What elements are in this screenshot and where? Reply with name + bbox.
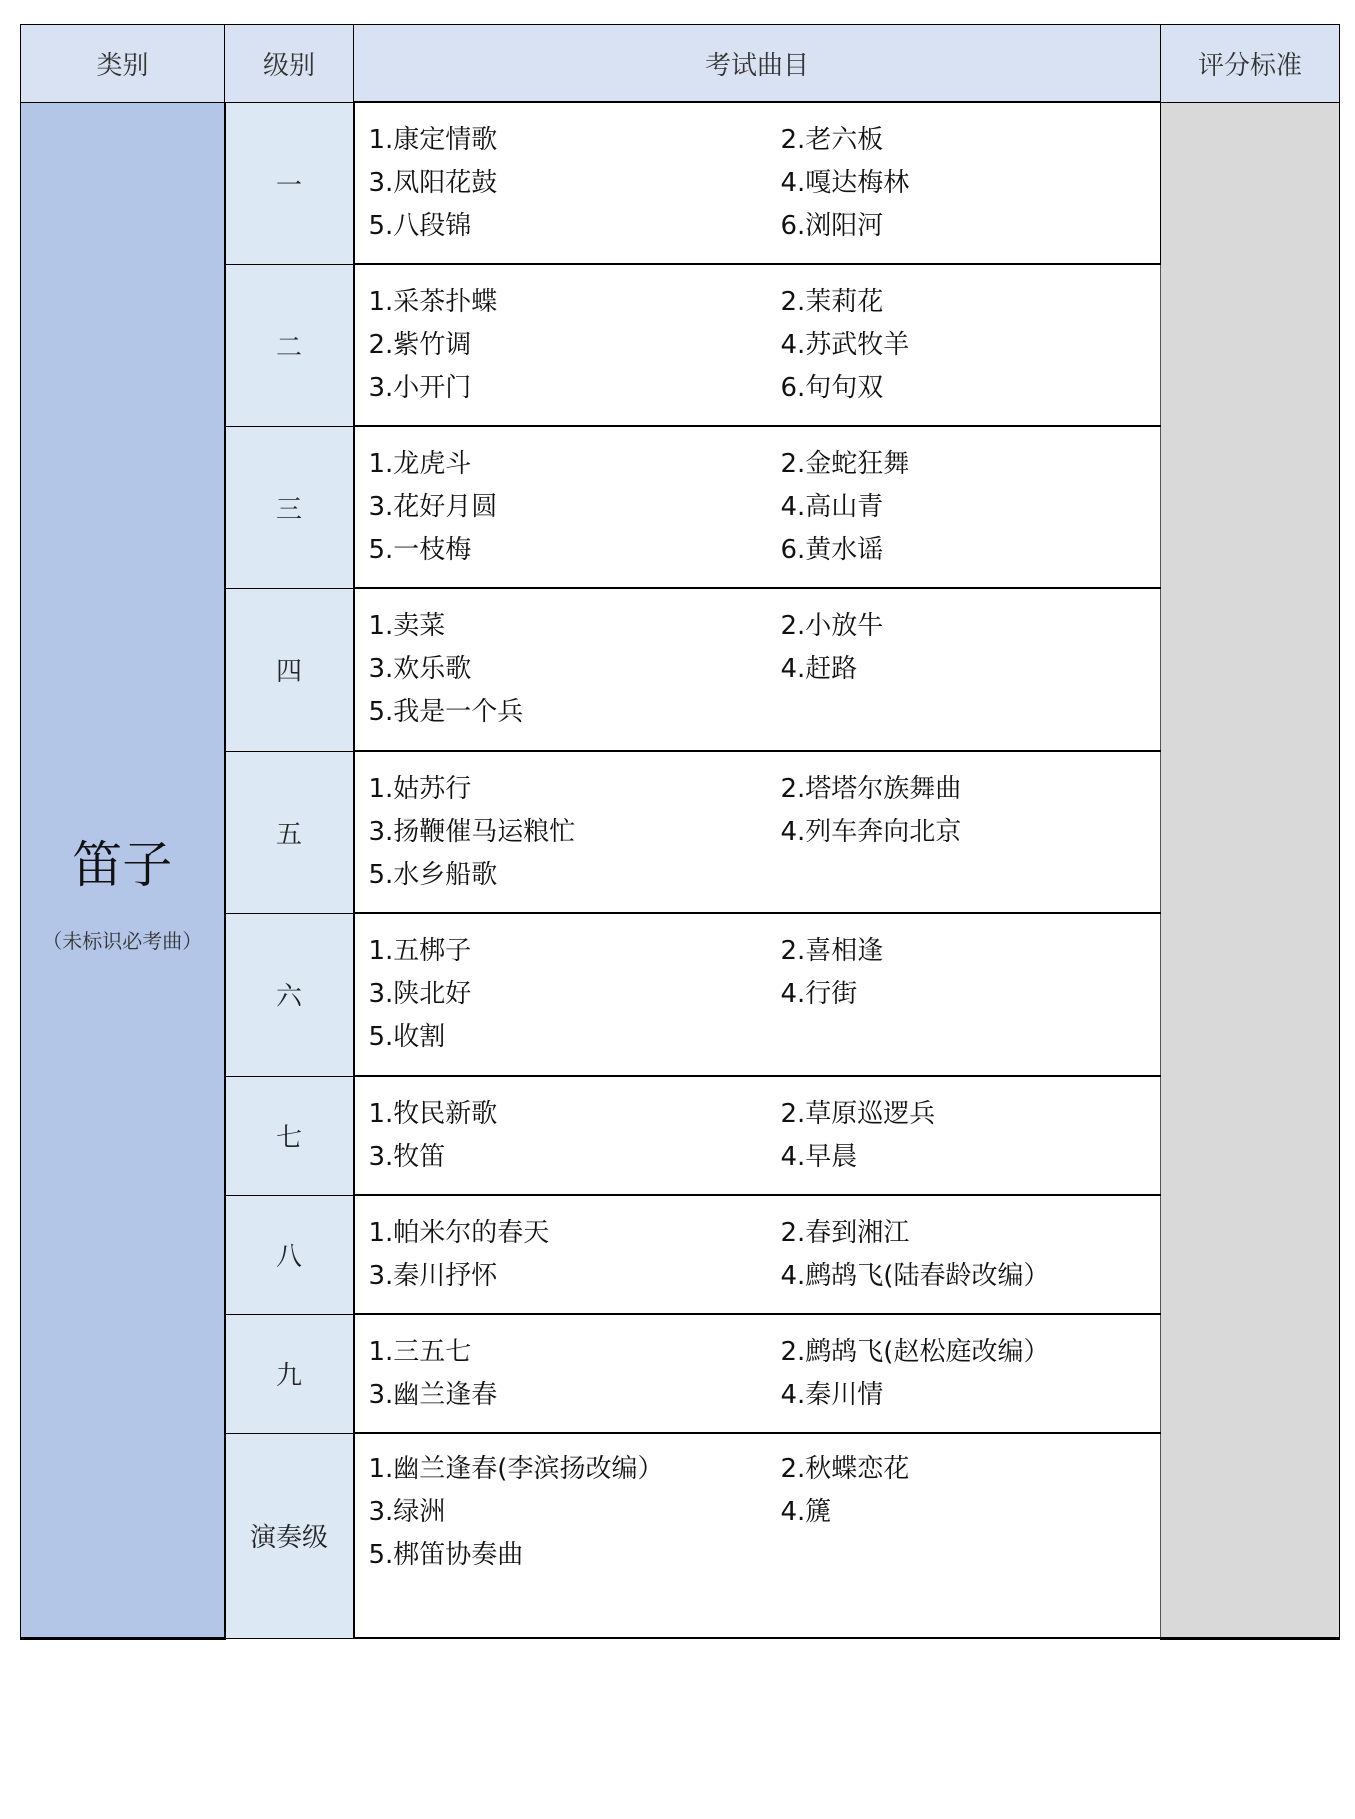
piece-item: 2.茉莉花 bbox=[780, 286, 884, 317]
left-pieces-column bbox=[369, 1448, 781, 1577]
piece-item: 2.草原巡逻兵 bbox=[780, 1098, 936, 1129]
piece-item: 1.五梆子 bbox=[368, 936, 472, 966]
level-cell: 三 bbox=[225, 426, 354, 588]
left-pieces-column bbox=[369, 768, 781, 897]
piece-item: 1.龙虎斗 bbox=[368, 448, 472, 479]
level-cell: 五 bbox=[225, 751, 354, 913]
left-pieces-column bbox=[369, 1212, 781, 1298]
piece-item: 6.浏阳河 bbox=[780, 210, 884, 241]
right-pieces-column bbox=[781, 768, 1161, 897]
piece-item: 4.行街 bbox=[780, 979, 858, 1009]
piece-item: 1.三五七 bbox=[368, 1336, 472, 1367]
left-pieces-column bbox=[369, 605, 781, 734]
right-pieces-column bbox=[781, 119, 1161, 248]
piece-item: 2.金蛇狂舞 bbox=[780, 448, 910, 479]
left-pieces-column bbox=[369, 119, 781, 248]
right-pieces-column bbox=[781, 1093, 1161, 1179]
pieces-cell bbox=[354, 1314, 1161, 1433]
right-pieces-column bbox=[781, 1448, 1161, 1577]
left-pieces-column bbox=[369, 281, 781, 410]
level-cell: 七 bbox=[225, 1076, 354, 1195]
left-pieces-column bbox=[369, 930, 781, 1059]
piece-item: 3.花好月圆 bbox=[368, 491, 498, 522]
piece-item: 2.喜相逢 bbox=[780, 936, 884, 966]
level-cell: 二 bbox=[225, 264, 354, 426]
piece-item: 3.小开门 bbox=[368, 372, 472, 403]
level-cell: 八 bbox=[225, 1195, 354, 1314]
piece-item: 1.采茶扑蝶 bbox=[368, 286, 498, 317]
piece-item: 6.句句双 bbox=[780, 372, 884, 403]
category-note: （未标识必考曲） bbox=[42, 929, 203, 953]
piece-item: 1.牧民新歌 bbox=[368, 1098, 498, 1129]
piece-item: 4.高山青 bbox=[780, 491, 884, 522]
category-name: 笛子 bbox=[72, 836, 173, 894]
right-pieces-column bbox=[781, 281, 1161, 410]
piece-item: 3.秦川抒怀 bbox=[368, 1260, 498, 1291]
header-pieces: 考试曲目 bbox=[354, 25, 1161, 103]
pieces-cell bbox=[354, 426, 1161, 588]
piece-item: 4.秦川情 bbox=[780, 1379, 884, 1410]
piece-item: 2.小放牛 bbox=[780, 611, 884, 641]
piece-item bbox=[781, 854, 1161, 897]
piece-item: 2.老六板 bbox=[780, 124, 884, 155]
pieces-cell bbox=[354, 1433, 1161, 1638]
level-cell: 演奏级 bbox=[225, 1433, 354, 1638]
piece-item: 2.秋蝶恋花 bbox=[780, 1454, 910, 1484]
category-cell bbox=[21, 102, 225, 1638]
exam-repertoire-table bbox=[20, 24, 1340, 1640]
pieces-cell bbox=[354, 264, 1161, 426]
piece-item: 3.欢乐歌 bbox=[368, 654, 472, 684]
piece-item: 5.水乡船歌 bbox=[368, 859, 498, 890]
right-pieces-column bbox=[781, 930, 1161, 1059]
header-category: 类别 bbox=[21, 25, 225, 103]
pieces-cell bbox=[354, 588, 1161, 751]
level-cell: 九 bbox=[225, 1314, 354, 1433]
piece-item: 4.列车奔向北京 bbox=[780, 816, 962, 847]
piece-item: 5.收割 bbox=[368, 1022, 446, 1052]
piece-item: 3.幽兰逢春 bbox=[368, 1379, 498, 1410]
piece-item: 4.赶路 bbox=[780, 654, 858, 684]
piece-item: 2.塔塔尔族舞曲 bbox=[780, 773, 962, 804]
pieces-cell bbox=[354, 1195, 1161, 1314]
piece-item: 1.帕米尔的春天 bbox=[368, 1217, 550, 1248]
piece-item: 2.鹧鸪飞(赵松庭改编） bbox=[780, 1336, 1050, 1367]
piece-item: 3.牧笛 bbox=[368, 1141, 446, 1172]
piece-item: 3.绿洲 bbox=[368, 1497, 446, 1527]
pieces-cell bbox=[354, 1076, 1161, 1195]
pieces-cell bbox=[354, 102, 1161, 264]
piece-item: 4.鹧鸪飞(陆春龄改编） bbox=[780, 1260, 1050, 1291]
piece-item: 5.一枝梅 bbox=[368, 534, 472, 565]
level-row bbox=[21, 102, 1340, 264]
piece-item: 5.我是一个兵 bbox=[368, 697, 524, 727]
right-pieces-column bbox=[781, 443, 1161, 572]
score-cell bbox=[1161, 102, 1340, 1638]
piece-item: 3.凤阳花鼓 bbox=[368, 167, 498, 198]
piece-item bbox=[781, 1016, 1161, 1059]
piece-item: 4.苏武牧羊 bbox=[780, 329, 910, 360]
piece-item: 4.篪 bbox=[780, 1497, 832, 1527]
right-pieces-column bbox=[781, 1212, 1161, 1298]
left-pieces-column bbox=[369, 1093, 781, 1179]
piece-item bbox=[781, 691, 1161, 734]
piece-item bbox=[781, 1534, 1161, 1577]
header-level: 级别 bbox=[225, 25, 354, 103]
level-cell: 六 bbox=[225, 913, 354, 1076]
right-pieces-column bbox=[781, 1331, 1161, 1417]
pieces-cell bbox=[354, 751, 1161, 913]
left-pieces-column bbox=[369, 443, 781, 572]
piece-item: 1.卖菜 bbox=[368, 611, 446, 641]
piece-item: 4.早晨 bbox=[780, 1141, 858, 1172]
header-row bbox=[21, 25, 1340, 103]
header-score: 评分标准 bbox=[1161, 25, 1340, 103]
right-pieces-column bbox=[781, 605, 1161, 734]
piece-item: 1.康定情歌 bbox=[368, 124, 498, 155]
piece-item: 1.幽兰逢春(李滨扬改编） bbox=[368, 1454, 664, 1484]
level-cell: 一 bbox=[225, 102, 354, 264]
piece-item: 2.紫竹调 bbox=[368, 329, 472, 360]
pieces-cell bbox=[354, 913, 1161, 1076]
piece-item: 2.春到湘江 bbox=[780, 1217, 910, 1248]
piece-item: 3.陕北好 bbox=[368, 979, 472, 1009]
piece-item: 3.扬鞭催马运粮忙 bbox=[368, 816, 576, 847]
piece-item: 6.黄水谣 bbox=[780, 534, 884, 565]
piece-item: 5.八段锦 bbox=[368, 210, 472, 241]
piece-item: 5.梆笛协奏曲 bbox=[368, 1540, 524, 1570]
piece-item: 4.嘎达梅林 bbox=[780, 167, 910, 198]
left-pieces-column bbox=[369, 1331, 781, 1417]
level-cell: 四 bbox=[225, 588, 354, 751]
piece-item: 1.姑苏行 bbox=[368, 773, 472, 804]
